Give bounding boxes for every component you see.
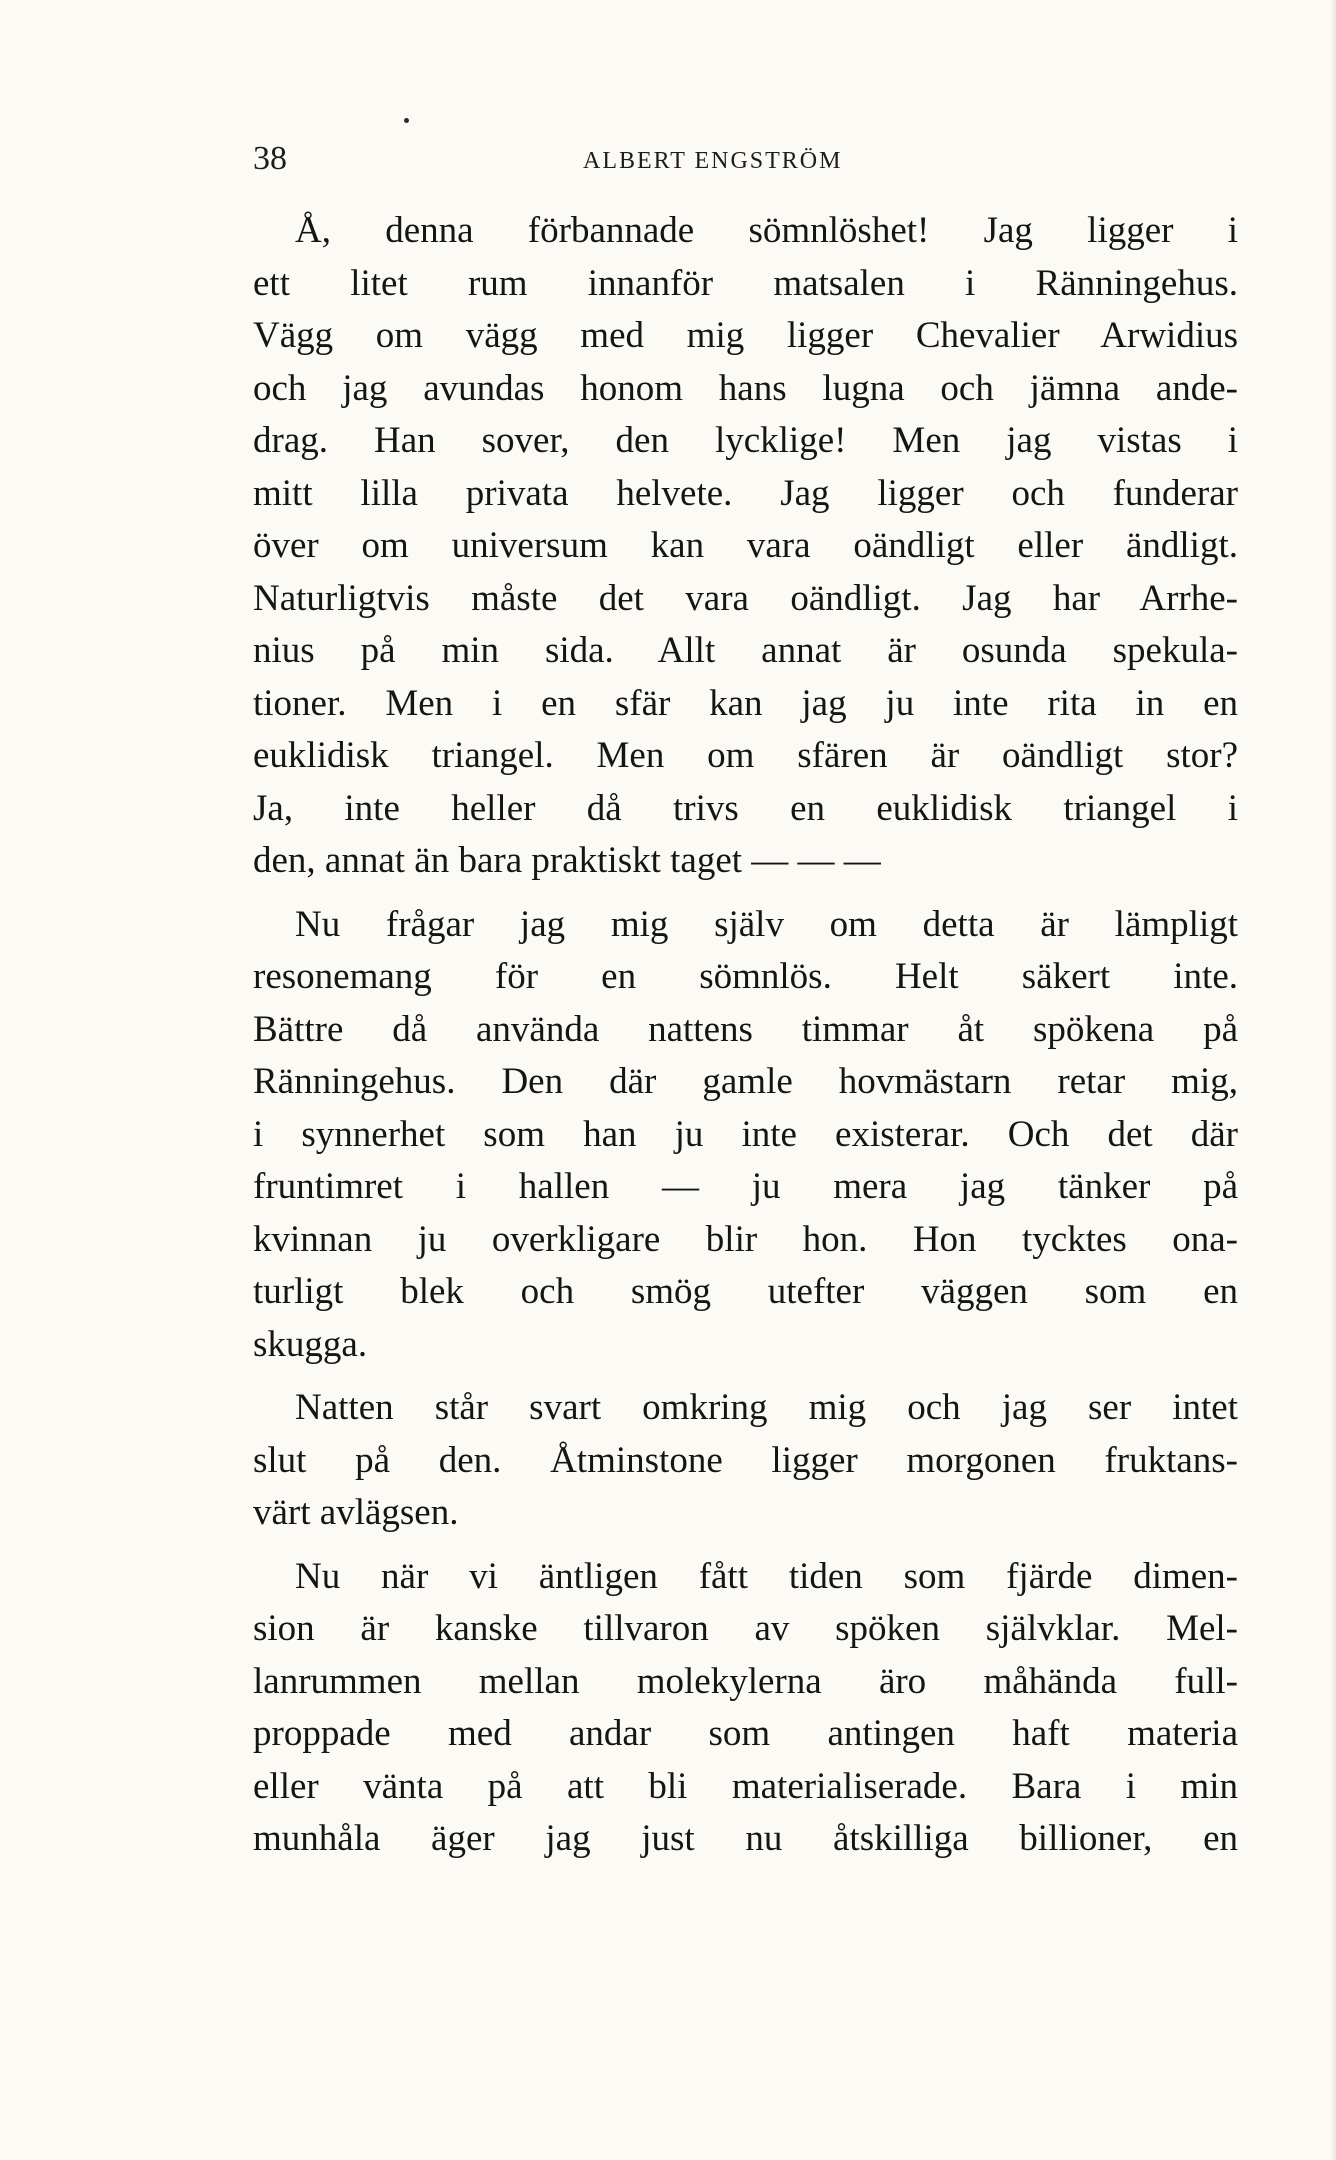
text-line: och jag avundas honom hans lugna och jämna ande- — [253, 367, 1238, 409]
text-line: Natten står svart omkring mig och jag ser intet — [295, 1387, 1238, 1428]
text-line: tioner. Men i en sfär kan jag ju inte rita in en — [253, 682, 1238, 724]
paragraph — [253, 1382, 1238, 1540]
paragraph — [253, 899, 1238, 1372]
text-line: i synnerhet som han ju inte existerar. Och det där — [253, 1113, 1238, 1155]
text-line: den, annat än bara praktiskt taget — — — — [253, 840, 881, 881]
text-line: munhåla äger jag just nu åtskilliga billioner, en — [253, 1818, 1238, 1859]
text-line: resonemang för en sömnlös. Helt säkert inte. — [253, 956, 1238, 997]
page-edge — [1330, 0, 1336, 2160]
text-line: Å, denna förbannade sömnlöshet! Jag ligger i — [295, 210, 1238, 251]
text-line: Naturligtvis måste det vara oändligt. Jag har Arrhe- — [253, 577, 1238, 619]
paragraph — [253, 1551, 1238, 1866]
text-line: sion är kanske tillvaron av spöken självklar. Mel- — [253, 1608, 1238, 1649]
text-line: ett litet rum innanför matsalen i Ränningehus. — [253, 262, 1238, 304]
text-line: eller vänta på att bli materialiserade. Bara i min — [253, 1765, 1238, 1807]
paragraph — [253, 205, 1238, 888]
text-line: Nu frågar jag mig själv om detta är lämpligt — [295, 903, 1238, 945]
text-line: Nu när vi äntligen fått tiden som fjärde dimen- — [295, 1555, 1238, 1597]
text-line: slut på den. Åtminstone ligger morgonen fruktans- — [253, 1439, 1238, 1481]
text-line: kvinnan ju overkligare blir hon. Hon tycktes ona- — [253, 1218, 1238, 1260]
text-line: Bättre då använda nattens timmar åt spökena på — [253, 1008, 1238, 1050]
page-header — [253, 140, 1238, 190]
text-line: värt avlägsen. — [253, 1492, 459, 1533]
text-line: mitt lilla privata helvete. Jag ligger och funderar — [253, 472, 1238, 514]
text-line: Ränningehus. Den där gamle hovmästarn retar mig, — [253, 1061, 1238, 1102]
text-line: Ja, inte heller då trivs en euklidisk triangel i — [253, 787, 1238, 829]
body-text — [253, 205, 1238, 1877]
text-line: över om universum kan vara oändligt eller ändligt. — [253, 525, 1238, 566]
text-line: nius på min sida. Allt annat är osunda spekula- — [253, 630, 1238, 671]
text-line: drag. Han sover, den lycklige! Men jag vistas i — [253, 420, 1238, 461]
page-number: 38 — [253, 140, 287, 177]
text-line: proppade med andar som antingen haft materia — [253, 1713, 1238, 1754]
text-line: Vägg om vägg med mig ligger Chevalier Arwidius — [253, 315, 1238, 356]
text-line: fruntimret i hallen — ju mera jag tänker på — [253, 1166, 1238, 1207]
ink-speck — [404, 118, 409, 123]
text-line: turligt blek och smög utefter väggen som en — [253, 1271, 1238, 1312]
text-line: euklidisk triangel. Men om sfären är oändligt stor? — [253, 735, 1238, 776]
text-line: skugga. — [253, 1323, 368, 1365]
running-head: ALBERT ENGSTRÖM — [583, 148, 843, 174]
text-line: lanrummen mellan molekylerna äro måhända full- — [253, 1660, 1238, 1702]
